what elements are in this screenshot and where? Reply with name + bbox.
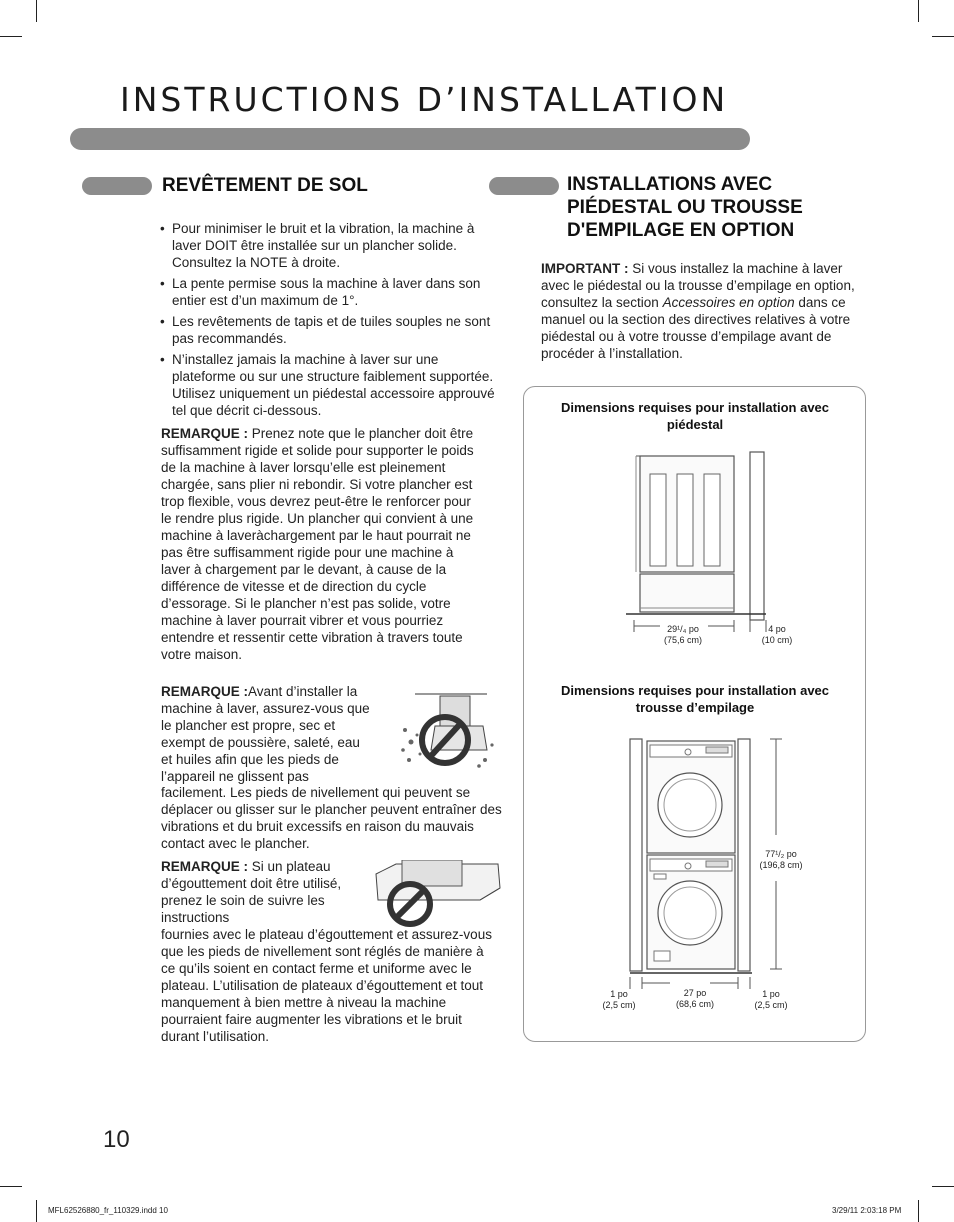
section-heading-pedestal: INSTALLATIONS AVEC PIÉDESTAL OU TROUSSE D'EMPILAGE EN OPTION [567, 174, 803, 241]
crop-mark [918, 0, 919, 22]
dimension-value: 4 po [768, 624, 786, 634]
dimension-value: 29¹/₄ po [667, 624, 699, 634]
important-text: Si vous installez la machine à laver avec le piédestal ou la trousse d’empilage en option, consultez la section [541, 261, 855, 310]
floor-bullets [160, 220, 500, 423]
important-text: dans ce manuel ou la section des directives relatives à votre piédestal ou à votre trousse d’empilage avant de procéder à l’installation. [541, 295, 851, 361]
dimension-value: 1 po [610, 989, 628, 999]
dimension-value: 1 po [762, 989, 780, 999]
important-text-italic: Accessoires en option [662, 295, 795, 310]
footer-file-info: MFL62526880_fr_110329.indd 10 [48, 1206, 168, 1215]
dirty-floor-prohibited-illustration [395, 690, 505, 775]
page-number: 10 [103, 1126, 130, 1153]
stack-height-dimension [752, 849, 810, 871]
note-rigid-floor [161, 425, 484, 663]
footer-timestamp: 3/29/11 2:03:18 PM [832, 1206, 902, 1215]
dimension-metric: (2,5 cm) [754, 1000, 788, 1010]
dimension-value: 77¹/₂ po [765, 849, 797, 859]
note-label: REMARQUE : [161, 426, 248, 441]
bullet-item: • Pour minimiser le bruit et la vibration, la machine à laver DOIT être installée sur un plancher solide. Consultez la NOTE à droite. [160, 220, 500, 271]
page-title: INSTRUCTIONS D’INSTALLATION [120, 80, 729, 119]
dimension-metric: (196,8 cm) [759, 860, 803, 870]
drip-tray-prohibited-illustration [372, 860, 504, 930]
crop-mark [0, 1186, 22, 1187]
note-drip-tray-cont: fournies avec le plateau d’égouttement et assurez-vous que les pieds de nivellement sont réglés de manière à ce qu’ils soient en contact ferme et uniforme avec le plateau. L’utilisation de plateaux d’égouttement et tout manquement à bien mettre à niveau la machine pourraient faire augmenter les vibrations et le bruit durant l’utilisation. [161, 927, 492, 1044]
pedestal-width-dimension [648, 624, 718, 646]
pedestal-washer-diagram [620, 448, 770, 638]
section-pill [489, 177, 559, 195]
bullet-item: • N’installez jamais la machine à laver sur une plateforme ou sur une structure faiblement supportée. Utilisez uniquement un piédestal accessoire approuvé tel que décrit ci-dessous. [160, 351, 500, 419]
note-text: Si un plateau d’égouttement doit être utilisé, prenez le soin de suivre les instructions [161, 859, 342, 925]
note-text: Avant d’installer la machine à laver, assurez-vous que le plancher est propre, sec et exempt de poussière, saleté, eau et huiles afin que les pieds de l’appareil ne glissent pas [161, 684, 370, 784]
diagram-caption-stacking: Dimensions requises pour installation avec trousse d’empilage [560, 683, 830, 715]
crop-mark [932, 36, 954, 37]
note-clean-floor-cont: facilement. Les pieds de nivellement qui peuvent se déplacer ou glisser sur le plancher peuvent entraîner des vibrations et du bruit excessifs en raison du mauvais contact avec le plancher. [161, 785, 502, 851]
crop-mark [918, 1200, 919, 1222]
note-label: REMARQUE : [161, 684, 248, 699]
dimension-metric: (10 cm) [761, 635, 793, 645]
bullet-item: • Les revêtements de tapis et de tuiles souples ne sont pas recommandés. [160, 313, 500, 347]
note-clean-floor [161, 683, 371, 785]
note-drip-tray [161, 858, 351, 926]
pedestal-gap-dimension [752, 624, 802, 646]
stack-right-gap-dimension [746, 989, 796, 1011]
stack-left-gap-dimension [594, 989, 644, 1011]
crop-mark [36, 1200, 37, 1222]
dimension-metric: (75,6 cm) [663, 635, 702, 645]
diagram-caption-pedestal: Dimensions requises pour installation avec piédestal [560, 400, 830, 432]
crop-mark [932, 1186, 954, 1187]
header-bar [70, 128, 750, 150]
dimension-metric: (68,6 cm) [675, 999, 714, 1009]
section-pill [82, 177, 152, 195]
dimension-metric: (2,5 cm) [602, 1000, 636, 1010]
important-notice [541, 260, 863, 362]
bullet-item: • La pente permise sous la machine à laver dans son entier est d’un maximum de 1°. [160, 275, 500, 309]
dimension-value: 27 po [683, 988, 707, 998]
section-heading-floor: REVÊTEMENT DE SOL [162, 175, 368, 196]
important-label: IMPORTANT : [541, 261, 629, 276]
crop-mark [0, 36, 22, 37]
note-text: Prenez note que le plancher doit être suffisamment rigide et solide pour supporter le poids de la machine à laver lorsqu’elle est pleinement chargée, sans plier ni rebondir. Si votre plancher est trop flexible, vous devrez peut-être le renforcer pour le rendre plus rigide. Un plancher qui convient à une machine à laveràchargement par le haut pourrait ne pas être suffisamment rigide pour une machine à laver à chargement par le devant, à cause de la différence de vitesse et de direction du cycle d’essorage. Si le plancher n’est pas solide, votre machine à laver pourrait vibrer et vous pourriez entendre et ressentir cette vibration à travers toute votre maison. [161, 426, 474, 662]
note-label: REMARQUE : [161, 859, 248, 874]
stack-width-dimension [665, 988, 725, 1010]
crop-mark [36, 0, 37, 22]
